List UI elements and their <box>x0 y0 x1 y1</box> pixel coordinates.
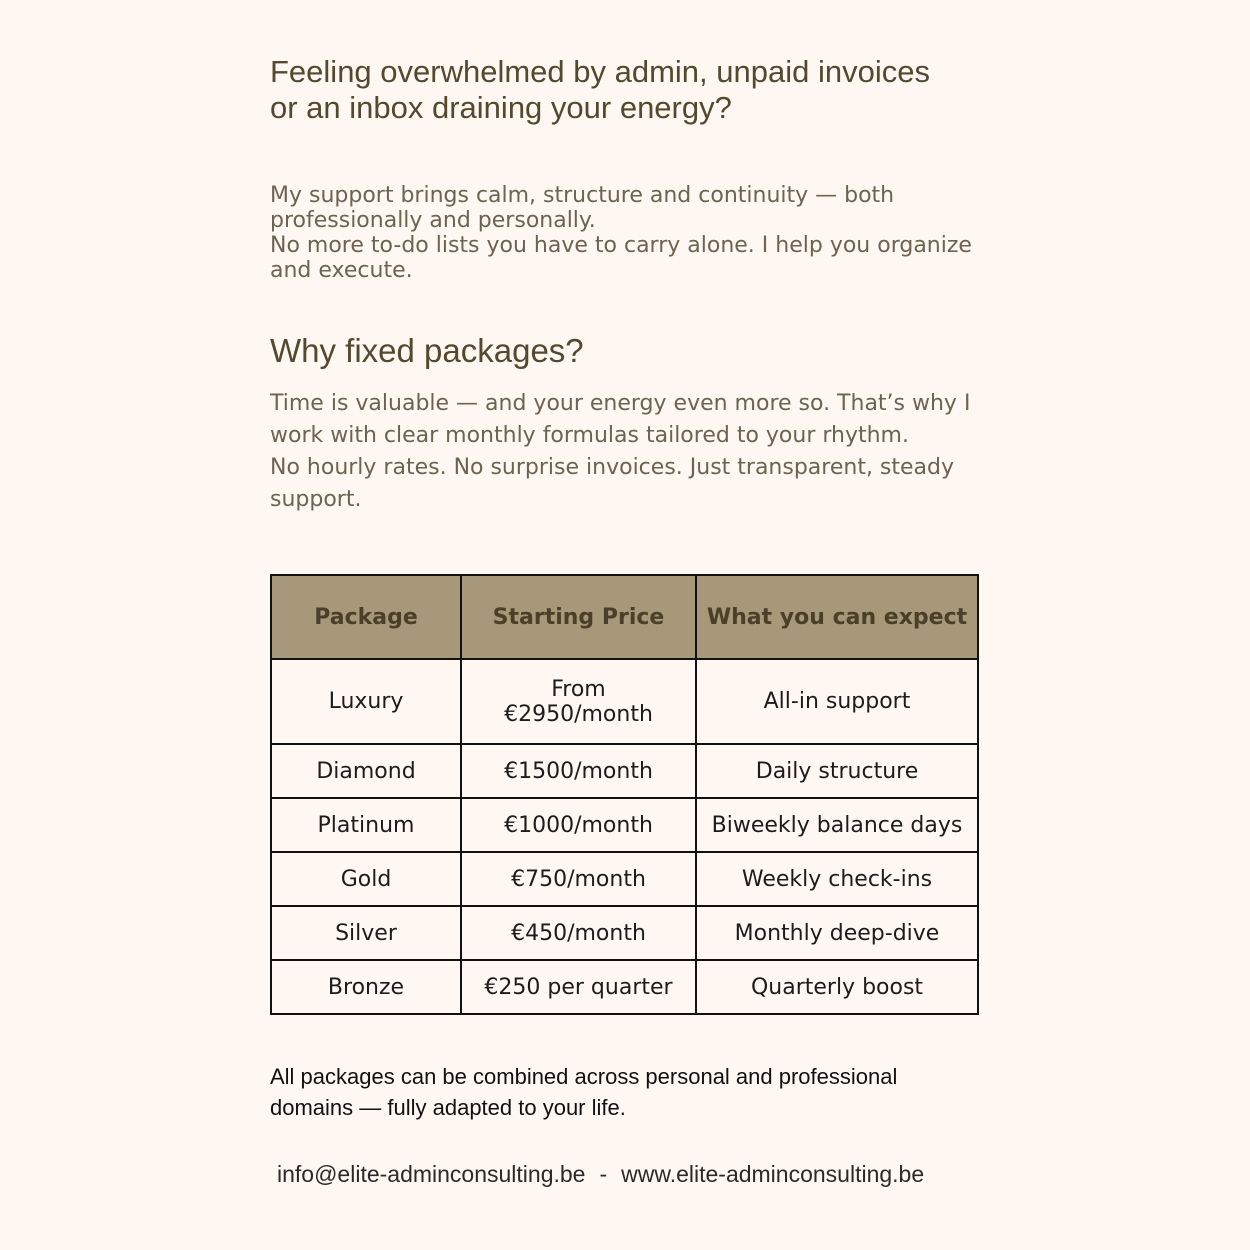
table-header-row <box>271 575 978 659</box>
package-price: €1500/month <box>461 744 696 798</box>
contact-website[interactable]: www.elite-adminconsulting.be <box>621 1161 925 1187</box>
package-name: Platinum <box>271 798 461 852</box>
package-price: €1000/month <box>461 798 696 852</box>
why-paragraph <box>270 388 980 516</box>
header-what-you-can-expect: What you can expect <box>696 575 978 659</box>
package-expectation: All-in support <box>696 659 978 744</box>
package-expectation: Weekly check-ins <box>696 852 978 906</box>
table-row <box>271 798 978 852</box>
table-row <box>271 906 978 960</box>
table-row <box>271 852 978 906</box>
headline <box>270 54 990 126</box>
packages-table <box>270 574 979 1015</box>
intro-line-1: My support brings calm, structure and continuity — both professionally and personally. <box>270 183 895 233</box>
headline-line-2: or an inbox draining your energy? <box>270 90 732 125</box>
package-expectation: Monthly deep-dive <box>696 906 978 960</box>
intro-line-2: No more to-do lists you have to carry alone. I help you organize and execute. <box>270 233 972 283</box>
header-package: Package <box>271 575 461 659</box>
header-starting-price: Starting Price <box>461 575 696 659</box>
section-title-why-packages: Why fixed packages? <box>270 332 584 369</box>
why-line-1: Time is valuable — and your energy even more so. That’s why I work with clear monthly formulas tailored to your rhythm. <box>270 391 971 448</box>
package-expectation: Quarterly boost <box>696 960 978 1014</box>
package-expectation: Biweekly balance days <box>696 798 978 852</box>
package-name: Silver <box>271 906 461 960</box>
table-row <box>271 960 978 1014</box>
package-price: €250 per quarter <box>461 960 696 1014</box>
package-expectation: Daily structure <box>696 744 978 798</box>
package-name: Gold <box>271 852 461 906</box>
package-name: Diamond <box>271 744 461 798</box>
package-price: From €2950/month <box>461 659 696 744</box>
package-name: Luxury <box>271 659 461 744</box>
table-row <box>271 744 978 798</box>
headline-line-1: Feeling overwhelmed by admin, unpaid invoices <box>270 54 930 89</box>
intro-paragraph <box>270 183 980 283</box>
package-price: €450/month <box>461 906 696 960</box>
contact-separator: - <box>599 1161 608 1187</box>
contact-email[interactable]: info@elite-adminconsulting.be <box>277 1161 586 1187</box>
why-line-2: No hourly rates. No surprise invoices. Just transparent, steady support. <box>270 455 955 512</box>
table-row <box>271 659 978 744</box>
package-name: Bronze <box>271 960 461 1014</box>
combination-note: All packages can be combined across personal and professional domains — fully adapted to your life. <box>270 1064 898 1120</box>
package-price: €750/month <box>461 852 696 906</box>
contact-line <box>277 1159 924 1189</box>
